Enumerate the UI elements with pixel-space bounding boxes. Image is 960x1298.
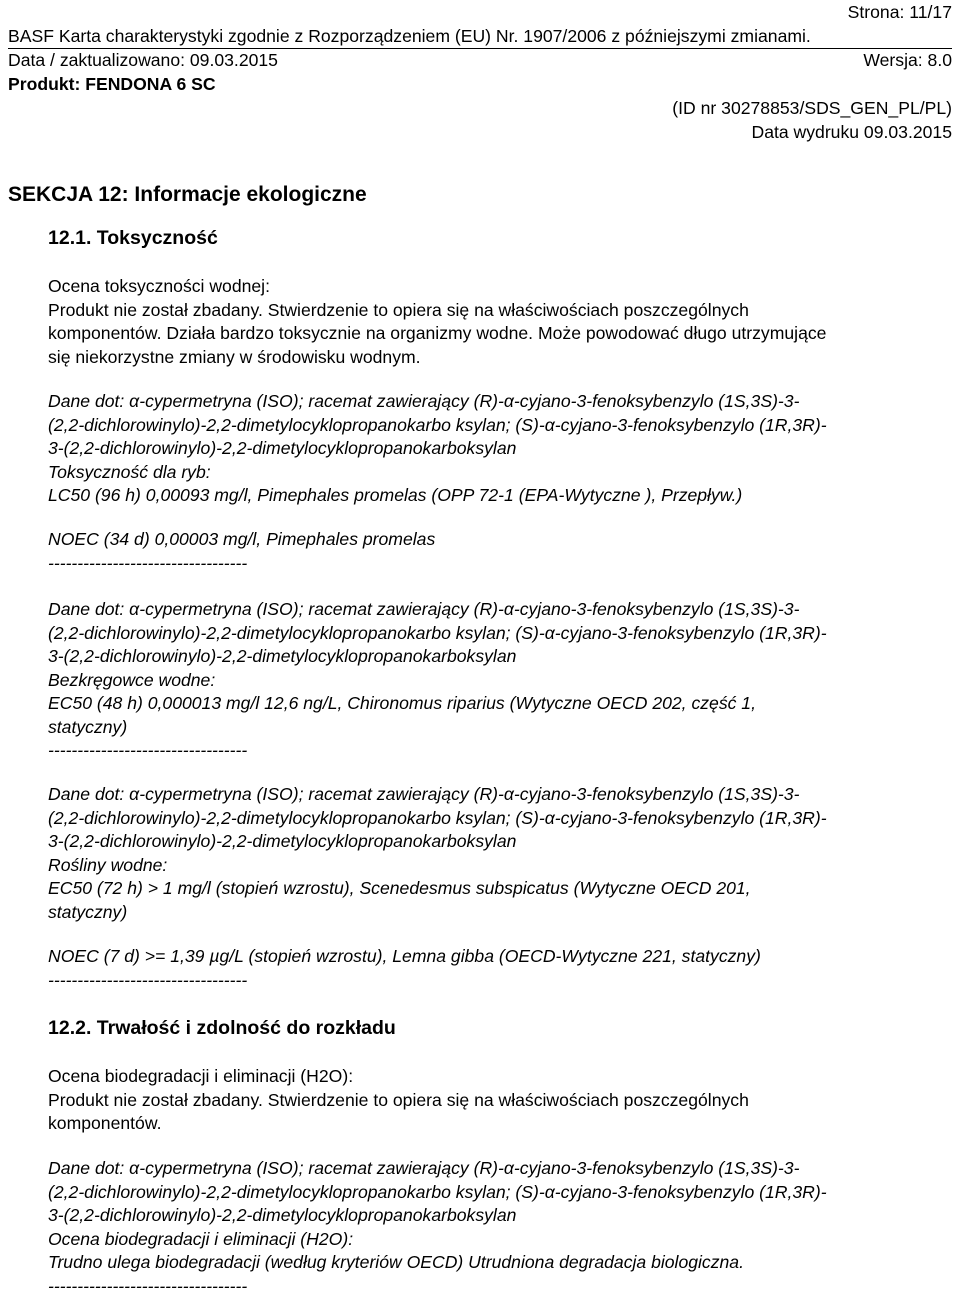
fish-toxicity-block <box>48 390 948 508</box>
print-date: Data wydruku 09.03.2015 <box>751 120 952 144</box>
plants-noec: NOEC (7 d) >= 1,39 µg/L (stopień wzrostu), Lemna gibba (OECD-Wytyczne 221, statyczny) <box>48 945 948 969</box>
substance-ref-1: Dane dot: α-cypermetryna (ISO); racemat zawierający (R)-α-cyjano-3-fenoksybenzylo (1S,3S)-3- <box>48 1157 948 1181</box>
invertebrate-label: Bezkręgowce wodne: <box>48 669 948 693</box>
water-toxicity-text-1: Produkt nie został zbadany. Stwierdzenie to opiera się na właściwościach poszczególnych <box>48 299 948 323</box>
fish-noec: NOEC (34 d) 0,00003 mg/l, Pimephales promelas <box>48 528 948 552</box>
biodegradation-text-1: Produkt nie został zbadany. Stwierdzenie to opiera się na właściwościach poszczególnych <box>48 1089 948 1113</box>
fish-lc50: LC50 (96 h) 0,00093 mg/l, Pimephales promelas (OPP 72-1 (EPA-Wytyczne ), Przepływ.) <box>48 484 948 508</box>
substance-ref-3: 3-(2,2-dichlorowinylo)-2,2-dimetylocyklopropanokarboksylan <box>48 1204 948 1228</box>
separator: ---------------------------------- <box>48 969 948 993</box>
revision-date: Data / zaktualizowano: 09.03.2015 <box>8 50 278 70</box>
header-row-2 <box>8 24 952 48</box>
separator: ---------------------------------- <box>48 552 948 576</box>
water-toxicity-text-2: komponentów. Działa bardzo toksycznie na organizmy wodne. Może powodować długo utrzymujące <box>48 322 948 346</box>
substance-ref-2: (2,2-dichlorowinylo)-2,2-dimetylocyklopropanokarbo ksylan; (S)-α-cyjano-3-fenoksybenzylo (1R,3R)- <box>48 807 948 831</box>
invertebrate-ec50-1: EC50 (48 h) 0,000013 mg/l 12,6 ng/L, Chironomus riparius (Wytyczne OECD 202, część 1, <box>48 692 948 716</box>
plants-noec-block <box>48 945 948 992</box>
substance-ref-1: Dane dot: α-cypermetryna (ISO); racemat zawierający (R)-α-cyjano-3-fenoksybenzylo (1S,3S)-3- <box>48 783 948 807</box>
substance-ref-2: (2,2-dichlorowinylo)-2,2-dimetylocyklopropanokarbo ksylan; (S)-α-cyjano-3-fenoksybenzylo (1R,3R)- <box>48 622 948 646</box>
fish-label: Toksyczność dla ryb: <box>48 461 948 485</box>
invertebrate-ec50-2: statyczny) <box>48 716 948 740</box>
document-id: (ID nr 30278853/SDS_GEN_PL/PL) <box>672 96 952 120</box>
substance-ref-3: 3-(2,2-dichlorowinylo)-2,2-dimetylocyklopropanokarboksylan <box>48 437 948 461</box>
header-row-4 <box>8 72 952 96</box>
separator: ---------------------------------- <box>48 739 948 763</box>
water-toxicity-block <box>48 275 948 369</box>
substance-ref-3: 3-(2,2-dichlorowinylo)-2,2-dimetylocyklopropanokarboksylan <box>48 830 948 854</box>
water-toxicity-label: Ocena toksyczności wodnej: <box>48 275 948 299</box>
document-title: BASF Karta charakterystyki zgodnie z Rozporządzeniem (EU) Nr. 1907/2006 z późniejszymi zmianami. <box>8 26 811 46</box>
plants-ec50-2: statyczny) <box>48 901 948 925</box>
biodegradation-data-block <box>48 1157 948 1298</box>
biodegradation-label-2: Ocena biodegradacji i eliminacji (H2O): <box>48 1228 948 1252</box>
product-name: Produkt: FENDONA 6 SC <box>8 74 216 94</box>
substance-ref-1: Dane dot: α-cypermetryna (ISO); racemat zawierający (R)-α-cyjano-3-fenoksybenzylo (1S,3S)-3- <box>48 598 948 622</box>
substance-ref-3: 3-(2,2-dichlorowinylo)-2,2-dimetylocyklopropanokarboksylan <box>48 645 948 669</box>
plants-block <box>48 783 948 924</box>
plants-label: Rośliny wodne: <box>48 854 948 878</box>
version-label: Wersja: 8.0 <box>863 48 952 72</box>
biodegradation-block <box>48 1065 948 1136</box>
water-toxicity-text-3: się niekorzystne zmiany w środowisku wodnym. <box>48 346 948 370</box>
page-number: Strona: 11/17 <box>848 0 952 24</box>
substance-ref-1: Dane dot: α-cypermetryna (ISO); racemat zawierający (R)-α-cyjano-3-fenoksybenzylo (1S,3S)-3- <box>48 390 948 414</box>
biodegradation-label: Ocena biodegradacji i eliminacji (H2O): <box>48 1065 948 1089</box>
biodegradation-text-2: komponentów. <box>48 1112 948 1136</box>
plants-ec50-1: EC50 (72 h) > 1 mg/l (stopień wzrostu), Scenedesmus subspicatus (Wytyczne OECD 201, <box>48 877 948 901</box>
substance-ref-2: (2,2-dichlorowinylo)-2,2-dimetylocyklopropanokarbo ksylan; (S)-α-cyjano-3-fenoksybenzylo (1R,3R)- <box>48 414 948 438</box>
subsection-12-1-title: 12.1. Toksyczność <box>48 227 218 250</box>
biodegradation-result: Trudno ulega biodegradacji (według kryteriów OECD) Utrudniona degradacja biologiczna. <box>48 1251 948 1275</box>
substance-ref-2: (2,2-dichlorowinylo)-2,2-dimetylocyklopropanokarbo ksylan; (S)-α-cyjano-3-fenoksybenzylo (1R,3R)- <box>48 1181 948 1205</box>
section-title: SEKCJA 12: Informacje ekologiczne <box>8 183 367 207</box>
separator: ---------------------------------- <box>48 1275 948 1298</box>
header-row-3 <box>8 48 952 72</box>
fish-noec-block <box>48 528 948 575</box>
invertebrate-block <box>48 598 948 763</box>
subsection-12-2-title: 12.2. Trwałość i zdolność do rozkładu <box>48 1017 396 1040</box>
